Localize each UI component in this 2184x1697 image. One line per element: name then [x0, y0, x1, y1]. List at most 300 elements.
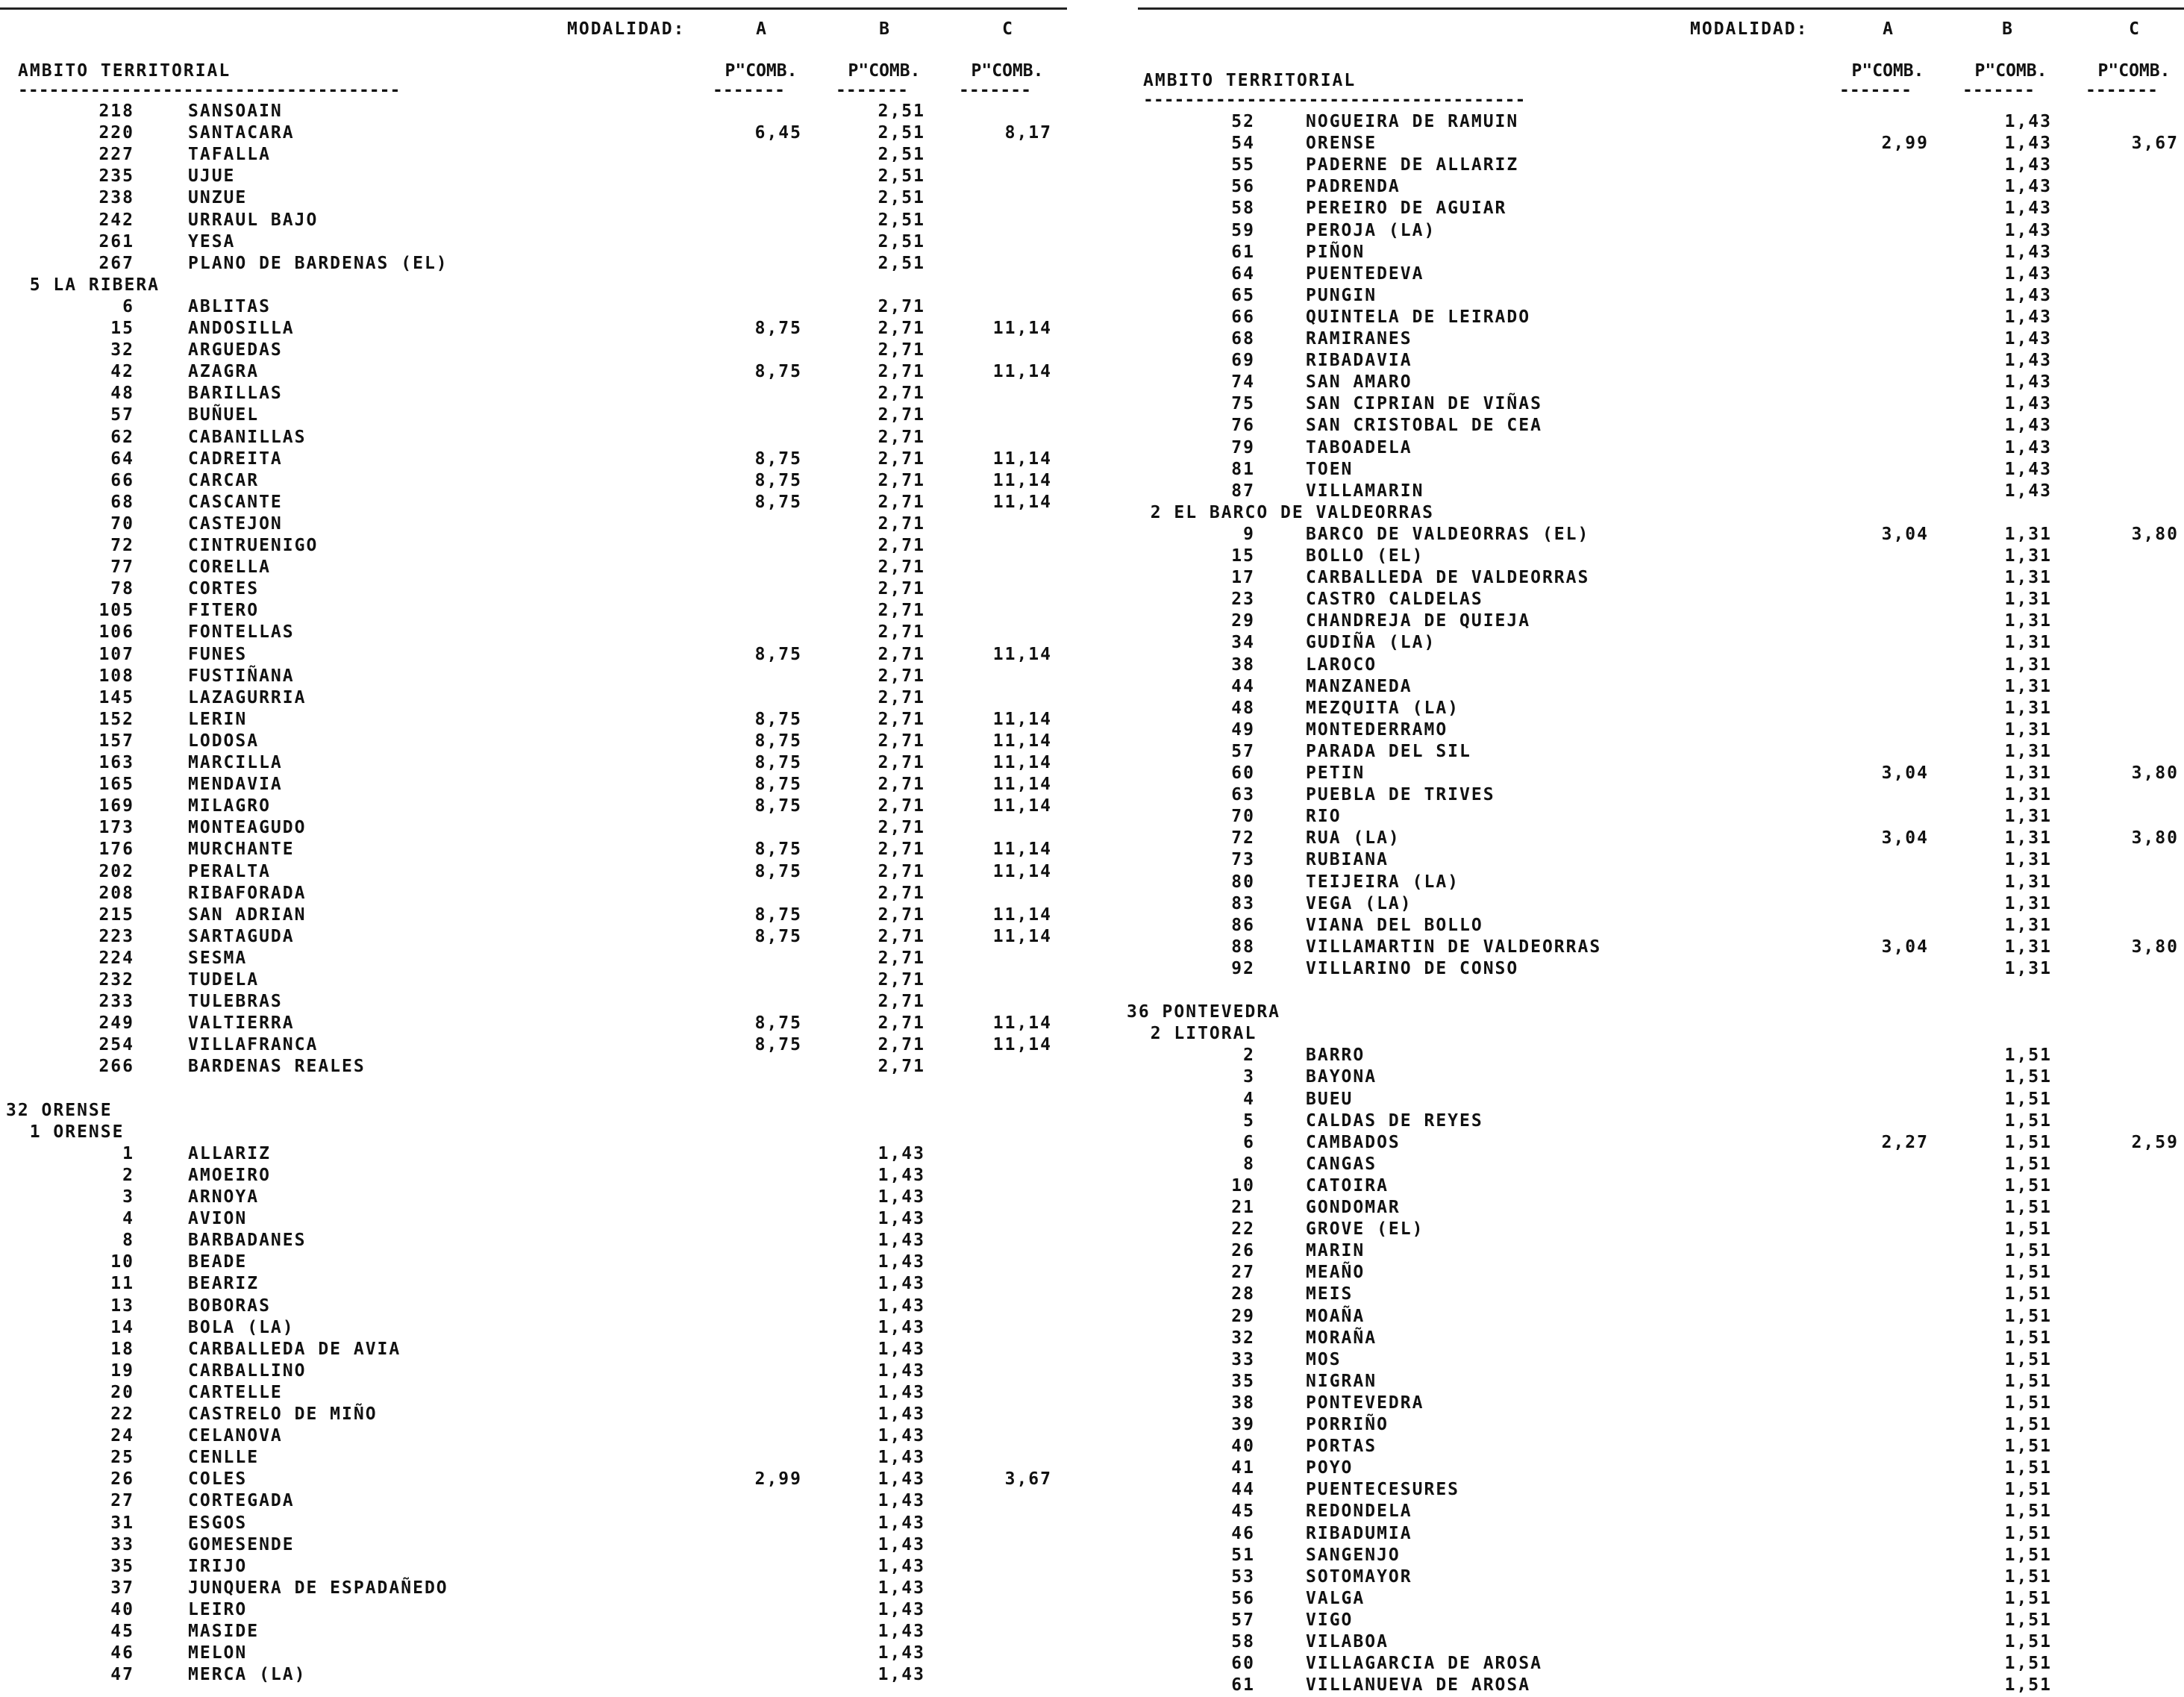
municipality-code: 249	[98, 1013, 134, 1034]
municipality-name: AZAGRA	[188, 362, 260, 382]
group-heading: 1 ORENSE	[6, 1122, 125, 1142]
municipality-name: PARADA DEL SIL	[1306, 741, 1471, 761]
municipality-code: 64	[110, 449, 134, 469]
municipality-code: 176	[98, 840, 134, 860]
value-a: 8,75	[754, 709, 802, 729]
value-b: 2,71	[877, 579, 925, 599]
municipality-code: 215	[98, 904, 134, 925]
value-b: 1,43	[877, 1317, 925, 1337]
municipality-code: 14	[110, 1317, 134, 1337]
municipality-name: SARTAGUDA	[188, 926, 295, 946]
municipality-code: 26	[110, 1469, 134, 1490]
value-b: 1,43	[877, 1382, 925, 1402]
value-b: 1,51	[2004, 1132, 2052, 1152]
municipality-code: 2	[1243, 1046, 1255, 1066]
municipality-code: 29	[1231, 611, 1255, 631]
municipality-code: 40	[110, 1599, 134, 1619]
municipality-name: POYO	[1306, 1458, 1354, 1478]
value-c: 11,14	[992, 904, 1052, 925]
value-b: 1,43	[877, 1426, 925, 1446]
value-c: 11,14	[992, 1013, 1052, 1034]
left-pcomb-c-underline: -------	[959, 81, 1031, 100]
municipality-code: 1	[122, 1143, 134, 1163]
municipality-code: 79	[1231, 437, 1255, 457]
value-c: 11,14	[992, 644, 1052, 664]
value-b: 2,71	[877, 818, 925, 838]
municipality-name: IRIJO	[188, 1556, 248, 1576]
value-b: 2,71	[877, 470, 925, 490]
municipality-code: 46	[1231, 1523, 1255, 1543]
municipality-name: TOEN	[1306, 459, 1354, 479]
value-b: 1,51	[2004, 1566, 2052, 1587]
municipality-name: ARGUEDAS	[188, 340, 283, 360]
municipality-name: LAROCO	[1306, 654, 1377, 675]
value-b: 1,43	[2004, 155, 2052, 175]
value-b: 1,51	[2004, 1415, 2052, 1434]
municipality-code: 107	[98, 644, 134, 664]
municipality-code: 44	[1231, 676, 1255, 696]
value-b: 1,31	[2004, 611, 2052, 631]
municipality-name: FITERO	[188, 601, 260, 621]
value-b: 2,71	[877, 861, 925, 881]
municipality-code: 4	[1243, 1089, 1255, 1109]
value-b: 1,43	[877, 1556, 925, 1576]
municipality-code: 8	[1243, 1154, 1255, 1174]
municipality-code: 6	[1243, 1132, 1255, 1152]
left-col-a-label: A	[756, 19, 766, 39]
municipality-code: 6	[122, 296, 134, 316]
value-b: 2,71	[877, 557, 925, 578]
municipality-code: 37	[110, 1578, 134, 1598]
value-b: 2,71	[877, 644, 925, 664]
value-c: 11,14	[992, 449, 1052, 469]
value-b: 1,31	[2004, 719, 2052, 740]
value-b: 2,71	[877, 948, 925, 968]
value-b: 2,71	[877, 753, 925, 772]
value-c: 11,14	[992, 1035, 1052, 1055]
municipality-code: 38	[1231, 1393, 1255, 1413]
municipality-code: 32	[1231, 1328, 1255, 1348]
value-c: 11,14	[992, 709, 1052, 729]
value-b: 1,31	[2004, 524, 2052, 544]
value-b: 2,71	[877, 427, 925, 447]
value-b: 2,71	[877, 883, 925, 903]
value-c: 11,14	[992, 861, 1052, 881]
municipality-code: 55	[1231, 155, 1255, 175]
municipality-name: VEGA (LA)	[1306, 893, 1412, 913]
municipality-code: 56	[1231, 1588, 1255, 1608]
value-b: 1,51	[2004, 1654, 2052, 1674]
municipality-name: RAMIRANES	[1306, 329, 1412, 349]
value-c: 11,14	[992, 775, 1052, 795]
municipality-name: LAZAGURRIA	[188, 687, 307, 707]
value-b: 1,43	[2004, 459, 2052, 479]
municipality-code: 3	[122, 1187, 134, 1207]
left-col-b-label: B	[879, 19, 889, 39]
value-b: 1,43	[2004, 372, 2052, 393]
value-b: 1,31	[2004, 958, 2052, 978]
group-heading: 36 PONTEVEDRA	[1127, 1002, 1281, 1022]
value-b: 1,51	[2004, 1089, 2052, 1109]
municipality-name: MORAÑA	[1306, 1328, 1377, 1348]
value-a: 3,04	[1881, 828, 1929, 848]
municipality-name: BARRO	[1306, 1046, 1365, 1066]
municipality-code: 31	[110, 1513, 134, 1533]
value-a: 8,75	[754, 796, 802, 816]
value-b: 1,51	[2004, 1675, 2052, 1696]
municipality-name: BOLLO (EL)	[1306, 546, 1424, 566]
municipality-name: MEIS	[1306, 1284, 1354, 1304]
value-b: 1,43	[2004, 242, 2052, 262]
municipality-code: 57	[1231, 741, 1255, 761]
municipality-code: 56	[1231, 177, 1255, 197]
municipality-code: 74	[1231, 372, 1255, 393]
municipality-name: BOLA (LA)	[188, 1317, 295, 1337]
municipality-name: CASTRO CALDELAS	[1306, 590, 1483, 610]
municipality-code: 233	[98, 992, 134, 1012]
value-b: 1,43	[877, 1165, 925, 1185]
municipality-name: VILLANUEVA DE AROSA	[1306, 1675, 1531, 1696]
municipality-name: BOBORAS	[188, 1296, 271, 1316]
value-b: 2,71	[877, 992, 925, 1012]
municipality-name: FUNES	[188, 644, 248, 664]
value-b: 1,51	[2004, 1328, 2052, 1348]
municipality-code: 57	[110, 405, 134, 425]
value-b: 1,43	[2004, 307, 2052, 327]
value-c: 2,59	[2131, 1132, 2179, 1152]
value-a: 8,75	[754, 449, 802, 469]
municipality-code: 27	[110, 1491, 134, 1511]
municipality-name: PIÑON	[1306, 242, 1365, 262]
municipality-name: BARCO DE VALDEORRAS (EL)	[1306, 524, 1590, 544]
municipality-code: 220	[98, 123, 134, 143]
value-b: 1,43	[2004, 329, 2052, 349]
municipality-name: TABOADELA	[1306, 437, 1412, 457]
municipality-code: 81	[1231, 459, 1255, 479]
municipality-code: 35	[1231, 1371, 1255, 1391]
municipality-name: VILLARINO DE CONSO	[1306, 958, 1519, 978]
municipality-name: GOMESENDE	[188, 1534, 295, 1554]
value-a: 3,04	[1881, 763, 1929, 783]
value-b: 1,51	[2004, 1480, 2052, 1500]
municipality-code: 106	[98, 622, 134, 643]
municipality-name: BUEU	[1306, 1089, 1354, 1109]
value-b: 1,43	[2004, 220, 2052, 240]
value-a: 6,45	[754, 123, 802, 143]
municipality-name: RUA (LA)	[1306, 828, 1401, 848]
value-b: 2,51	[877, 188, 925, 208]
municipality-name: MONTEAGUDO	[188, 818, 307, 838]
municipality-code: 58	[1231, 199, 1255, 219]
value-b: 1,43	[877, 1622, 925, 1641]
municipality-code: 173	[98, 818, 134, 838]
municipality-name: NOGUEIRA DE RAMUIN	[1306, 112, 1519, 131]
municipality-name: ARNOYA	[188, 1187, 260, 1207]
municipality-code: 10	[1231, 1175, 1255, 1196]
municipality-code: 52	[1231, 112, 1255, 131]
value-b: 2,71	[877, 840, 925, 860]
value-b: 1,43	[877, 1274, 925, 1294]
municipality-name: ALLARIZ	[188, 1143, 271, 1163]
group-heading: 2 EL BARCO DE VALDEORRAS	[1127, 502, 1435, 522]
group-heading: 2 LITORAL	[1127, 1024, 1257, 1044]
value-a: 8,75	[754, 492, 802, 512]
value-b: 1,43	[2004, 285, 2052, 305]
municipality-code: 57	[1231, 1610, 1255, 1630]
municipality-name: CHANDREJA DE QUIEJA	[1306, 611, 1531, 631]
municipality-name: RIBADUMIA	[1306, 1523, 1412, 1543]
municipality-code: 60	[1231, 763, 1255, 783]
value-b: 1,51	[2004, 1046, 2052, 1066]
value-b: 2,71	[877, 796, 925, 816]
value-b: 2,71	[877, 622, 925, 643]
value-a: 2,99	[754, 1469, 802, 1490]
municipality-code: 66	[110, 470, 134, 490]
value-b: 2,71	[877, 775, 925, 795]
municipality-code: 157	[98, 731, 134, 751]
value-b: 1,51	[2004, 1284, 2052, 1304]
municipality-name: RIBADAVIA	[1306, 351, 1412, 371]
municipality-name: TAFALLA	[188, 145, 271, 165]
value-b: 1,43	[877, 1143, 925, 1163]
value-b: 1,51	[2004, 1110, 2052, 1131]
municipality-name: YESA	[188, 231, 236, 251]
value-b: 1,51	[2004, 1523, 2052, 1543]
municipality-code: 27	[1231, 1263, 1255, 1283]
municipality-code: 33	[1231, 1349, 1255, 1369]
value-b: 1,51	[2004, 1501, 2052, 1522]
value-b: 1,51	[2004, 1393, 2052, 1413]
municipality-name: SAN ADRIAN	[188, 904, 307, 925]
municipality-name: PORRIÑO	[1306, 1415, 1389, 1434]
right-top-rule	[1138, 7, 2184, 10]
municipality-name: PEROJA (LA)	[1306, 220, 1436, 240]
right-ambito-label: AMBITO TERRITORIAL	[1143, 71, 1357, 90]
municipality-name: VILLAFRANCA	[188, 1035, 319, 1055]
value-b: 1,43	[877, 1643, 925, 1663]
right-pcomb-b-underline: -------	[1962, 81, 2035, 100]
municipality-code: 3	[1243, 1067, 1255, 1087]
value-b: 1,43	[2004, 481, 2052, 501]
municipality-code: 105	[98, 601, 134, 621]
group-heading: 32 ORENSE	[6, 1100, 113, 1120]
municipality-name: CARBALLINO	[188, 1360, 307, 1381]
municipality-code: 34	[1231, 633, 1255, 653]
municipality-code: 61	[1231, 242, 1255, 262]
municipality-code: 13	[110, 1296, 134, 1316]
value-b: 1,31	[2004, 915, 2052, 935]
municipality-name: CAMBADOS	[1306, 1132, 1401, 1152]
value-b: 1,31	[2004, 937, 2052, 957]
value-b: 1,51	[2004, 1632, 2052, 1651]
municipality-code: 83	[1231, 893, 1255, 913]
value-b: 2,51	[877, 253, 925, 273]
municipality-code: 22	[110, 1404, 134, 1424]
municipality-code: 88	[1231, 937, 1255, 957]
municipality-code: 22	[1231, 1219, 1255, 1240]
municipality-name: PLANO DE BARDENAS (EL)	[188, 253, 448, 273]
value-b: 1,43	[877, 1491, 925, 1511]
value-b: 1,51	[2004, 1241, 2052, 1261]
municipality-name: VALTIERRA	[188, 1013, 295, 1034]
municipality-name: URRAUL BAJO	[188, 210, 319, 230]
value-b: 1,43	[2004, 112, 2052, 131]
municipality-code: 33	[110, 1534, 134, 1554]
value-b: 1,51	[2004, 1349, 2052, 1369]
municipality-name: SAN AMARO	[1306, 372, 1412, 393]
municipality-name: SANSOAIN	[188, 101, 283, 121]
value-c: 11,14	[992, 362, 1052, 382]
municipality-code: 29	[1231, 1306, 1255, 1326]
value-b: 2,71	[877, 731, 925, 751]
municipality-name: UJUE	[188, 166, 236, 187]
value-b: 1,51	[2004, 1067, 2052, 1087]
value-b: 2,71	[877, 904, 925, 925]
municipality-code: 39	[1231, 1415, 1255, 1434]
right-pcomb-c: P"COMB.	[2097, 61, 2171, 81]
municipality-name: SOTOMAYOR	[1306, 1566, 1412, 1587]
municipality-name: PERALTA	[188, 861, 271, 881]
value-b: 1,43	[2004, 437, 2052, 457]
value-b: 1,43	[877, 1360, 925, 1381]
municipality-code: 242	[98, 210, 134, 230]
value-b: 1,43	[2004, 177, 2052, 197]
value-a: 2,99	[1881, 134, 1929, 154]
municipality-name: MENDAVIA	[188, 775, 283, 795]
value-b: 2,71	[877, 1057, 925, 1077]
municipality-code: 19	[110, 1360, 134, 1381]
value-b: 1,43	[2004, 199, 2052, 219]
value-b: 2,71	[877, 296, 925, 316]
municipality-code: 69	[1231, 351, 1255, 371]
municipality-code: 45	[1231, 1501, 1255, 1522]
municipality-name: PORTAS	[1306, 1437, 1377, 1457]
municipality-name: MASIDE	[188, 1622, 260, 1641]
value-b: 2,71	[877, 926, 925, 946]
value-b: 2,71	[877, 492, 925, 512]
municipality-name: MEAÑO	[1306, 1263, 1365, 1283]
municipality-code: 26	[1231, 1241, 1255, 1261]
value-b: 2,71	[877, 1013, 925, 1034]
municipality-name: PADERNE DE ALLARIZ	[1306, 155, 1519, 175]
municipality-name: CALDAS DE REYES	[1306, 1110, 1483, 1131]
right-col-c-label: C	[2129, 19, 2139, 39]
value-b: 1,31	[2004, 590, 2052, 610]
value-b: 1,51	[2004, 1545, 2052, 1565]
municipality-code: 73	[1231, 850, 1255, 870]
municipality-name: CATOIRA	[1306, 1175, 1389, 1196]
municipality-code: 49	[1231, 719, 1255, 740]
municipality-code: 64	[1231, 263, 1255, 284]
municipality-name: ESGOS	[188, 1513, 248, 1533]
municipality-code: 75	[1231, 394, 1255, 414]
municipality-code: 54	[1231, 134, 1255, 154]
value-b: 1,31	[2004, 893, 2052, 913]
municipality-name: JUNQUERA DE ESPADAÑEDO	[188, 1578, 448, 1598]
value-b: 1,43	[877, 1252, 925, 1272]
municipality-name: CARBALLEDA DE AVIA	[188, 1339, 401, 1359]
municipality-code: 86	[1231, 915, 1255, 935]
value-b: 1,43	[877, 1339, 925, 1359]
left-modalidad-label: MODALIDAD:	[567, 19, 686, 39]
municipality-name: PEREIRO DE AGUIAR	[1306, 199, 1507, 219]
municipality-code: 152	[98, 709, 134, 729]
municipality-code: 47	[110, 1665, 134, 1685]
municipality-name: VILLAGARCIA DE AROSA	[1306, 1654, 1542, 1674]
value-b: 2,71	[877, 319, 925, 338]
value-b: 1,31	[2004, 654, 2052, 675]
value-c: 11,14	[992, 840, 1052, 860]
municipality-name: SAN CRISTOBAL DE CEA	[1306, 416, 1542, 436]
value-b: 2,71	[877, 709, 925, 729]
municipality-code: 4	[122, 1209, 134, 1229]
value-b: 1,31	[2004, 676, 2052, 696]
value-b: 1,43	[877, 1296, 925, 1316]
municipality-code: 10	[110, 1252, 134, 1272]
municipality-code: 254	[98, 1035, 134, 1055]
value-b: 2,71	[877, 1035, 925, 1055]
municipality-name: LEIRO	[188, 1599, 248, 1619]
municipality-code: 2	[122, 1165, 134, 1185]
value-b: 1,51	[2004, 1458, 2052, 1478]
value-b: 2,51	[877, 166, 925, 187]
group-heading: 5 LA RIBERA	[6, 275, 160, 295]
value-b: 1,51	[2004, 1588, 2052, 1608]
municipality-name: CARCAR	[188, 470, 260, 490]
municipality-name: PADRENDA	[1306, 177, 1401, 197]
municipality-name: NIGRAN	[1306, 1371, 1377, 1391]
municipality-name: MANZANEDA	[1306, 676, 1412, 696]
municipality-name: CORELLA	[188, 557, 271, 578]
municipality-code: 45	[110, 1622, 134, 1641]
value-b: 2,71	[877, 362, 925, 382]
municipality-name: MONTEDERRAMO	[1306, 719, 1448, 740]
municipality-name: CINTRUENIGO	[188, 536, 319, 555]
municipality-code: 235	[98, 166, 134, 187]
municipality-name: MERCA (LA)	[188, 1665, 307, 1685]
municipality-name: BARDENAS REALES	[188, 1057, 366, 1077]
municipality-code: 58	[1231, 1632, 1255, 1651]
value-b: 2,71	[877, 970, 925, 990]
municipality-name: SANGENJO	[1306, 1545, 1401, 1565]
municipality-code: 62	[110, 427, 134, 447]
municipality-code: 218	[98, 101, 134, 121]
value-b: 2,71	[877, 405, 925, 425]
right-pcomb-b: P"COMB.	[1974, 61, 2047, 81]
value-c: 8,17	[1004, 123, 1052, 143]
municipality-code: 68	[1231, 329, 1255, 349]
right-col-a-label: A	[1883, 19, 1893, 39]
value-a: 8,75	[754, 1035, 802, 1055]
municipality-name: UNZUE	[188, 188, 248, 208]
municipality-code: 72	[110, 536, 134, 555]
municipality-name: TEIJEIRA (LA)	[1306, 872, 1460, 892]
value-a: 2,27	[1881, 1132, 1929, 1152]
municipality-code: 21	[1231, 1198, 1255, 1217]
value-c: 11,14	[992, 319, 1052, 338]
municipality-code: 163	[98, 753, 134, 772]
value-b: 2,71	[877, 687, 925, 707]
left-col-c-label: C	[1002, 19, 1013, 39]
value-a: 8,75	[754, 926, 802, 946]
municipality-name: CASTEJON	[188, 513, 283, 534]
municipality-code: 87	[1231, 481, 1255, 501]
municipality-code: 76	[1231, 416, 1255, 436]
left-top-rule	[0, 7, 1067, 10]
municipality-code: 24	[110, 1426, 134, 1446]
municipality-code: 72	[1231, 828, 1255, 848]
value-b: 2,71	[877, 449, 925, 469]
